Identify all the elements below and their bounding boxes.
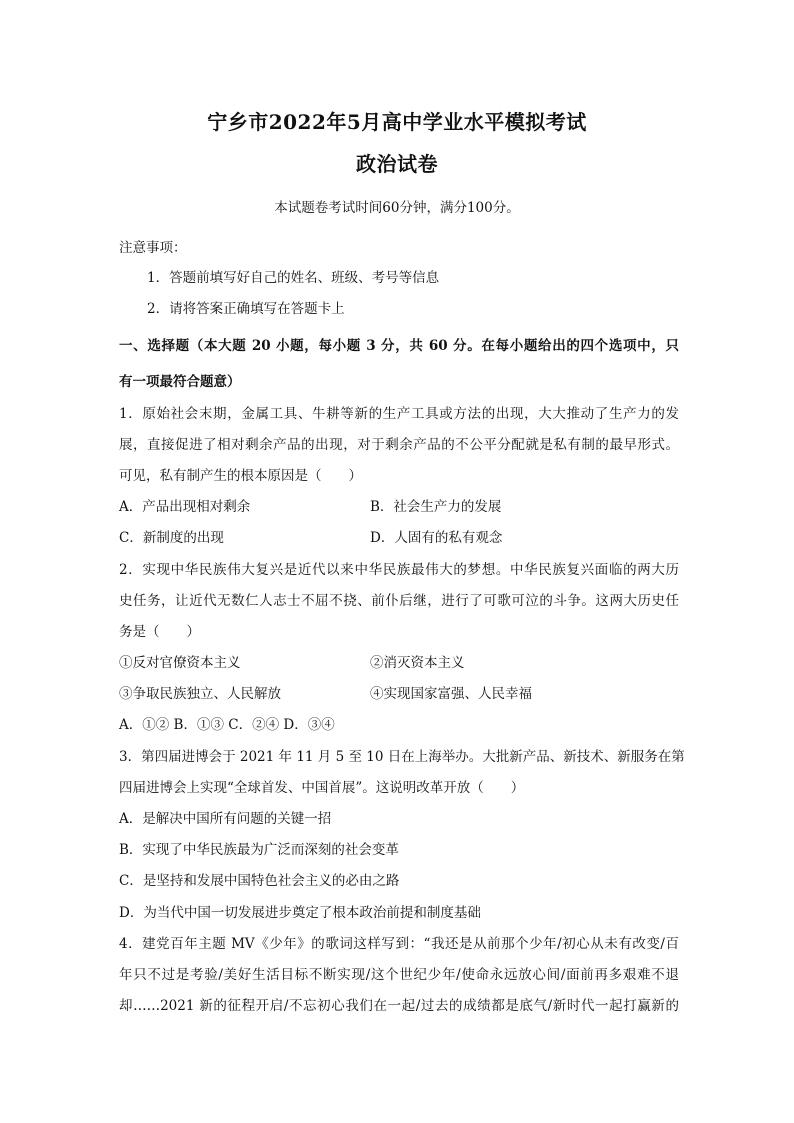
section-heading: 一、选择题（本大题 20 小题，每小题 3 分，共 60 分。在每小题给出的四个选项中，只 <box>119 338 679 354</box>
question-2-options: A．①② B．①③ C．②④ D．③④ <box>119 717 335 733</box>
notice-item: 2．请将答案正确填写在答题卡上 <box>147 301 345 317</box>
question-4-text: 却……2021 新的征程开启/不忘初心我们在一起/过去的成绩都是底气/新时代一起打赢新的 <box>119 998 679 1014</box>
exam-info: 本试题卷考试时间60分钟，满分100分。 <box>274 200 520 216</box>
question-2-text: 史任务，让近代无数仁人志士不屈不挠、前仆后继，进行了可歌可泣的斗争。这两大历史任 <box>119 593 679 609</box>
question-3-option-d: D．为当代中国一切发展进步奠定了根本政治前提和制度基础 <box>119 905 481 921</box>
question-1-option-c: C．新制度的出现 <box>119 530 224 546</box>
question-4-text: 4．建党百年主题 MV《少年》的歌词这样写到：“我还是从前那个少年/初心从未有改变/百 <box>119 936 679 952</box>
question-4-text: 年只不过是考验/美好生活目标不断实现/这个世纪少年/使命永远放心间/面前再多艰难不退 <box>119 967 679 983</box>
question-2-item-1: ①反对官僚资本主义 <box>119 655 241 671</box>
notice-item: 1．答题前填写好自己的姓名、班级、考号等信息 <box>147 270 440 286</box>
question-3-option-c: C．是坚持和发展中国特色社会主义的必由之路 <box>119 873 400 889</box>
question-1-option-b: B．社会生产力的发展 <box>370 499 502 515</box>
notice-heading: 注意事项： <box>119 240 187 256</box>
question-1-option-d: D．人固有的私有观念 <box>370 530 503 546</box>
question-1-text: 展，直接促进了相对剩余产品的出现，对于剩余产品的不公平分配就是私有制的最早形式。 <box>119 437 679 453</box>
exam-title: 宁乡市2022年5月高中学业水平模拟考试 <box>207 110 587 134</box>
question-1-text: 1．原始社会末期，金属工具、牛耕等新的生产工具或方法的出现，大大推动了生产力的发 <box>119 406 679 422</box>
question-2-item-4: ④实现国家富强、人民幸福 <box>370 686 532 702</box>
question-2-text: 2．实现中华民族伟大复兴是近代以来中华民族最伟大的梦想。中华民族复兴面临的两大历 <box>119 562 679 578</box>
question-3-text: 3．第四届进博会于 2021 年 11 月 5 至 10 日在上海举办。大批新产品、新技术、新服务在第 <box>119 749 685 765</box>
question-2-text: 务是（ ） <box>119 624 200 640</box>
question-2-item-2: ②消灭资本主义 <box>370 655 465 671</box>
question-3-option-b: B．实现了中华民族最为广泛而深刻的社会变革 <box>119 842 399 858</box>
question-3-option-a: A．是解决中国所有问题的关键一招 <box>119 811 332 827</box>
question-1-option-a: A．产品出现相对剩余 <box>119 499 251 515</box>
question-3-text: 四届进博会上实现“全球首发、中国首展”。这说明改革开放（ ） <box>119 780 525 796</box>
exam-subject: 政治试卷 <box>356 152 438 176</box>
section-heading-cont: 有一项最符合题意） <box>119 374 241 390</box>
question-2-item-3: ③争取民族独立、人民解放 <box>119 686 281 702</box>
question-1-text: 可见，私有制产生的根本原因是（ ） <box>119 468 362 484</box>
